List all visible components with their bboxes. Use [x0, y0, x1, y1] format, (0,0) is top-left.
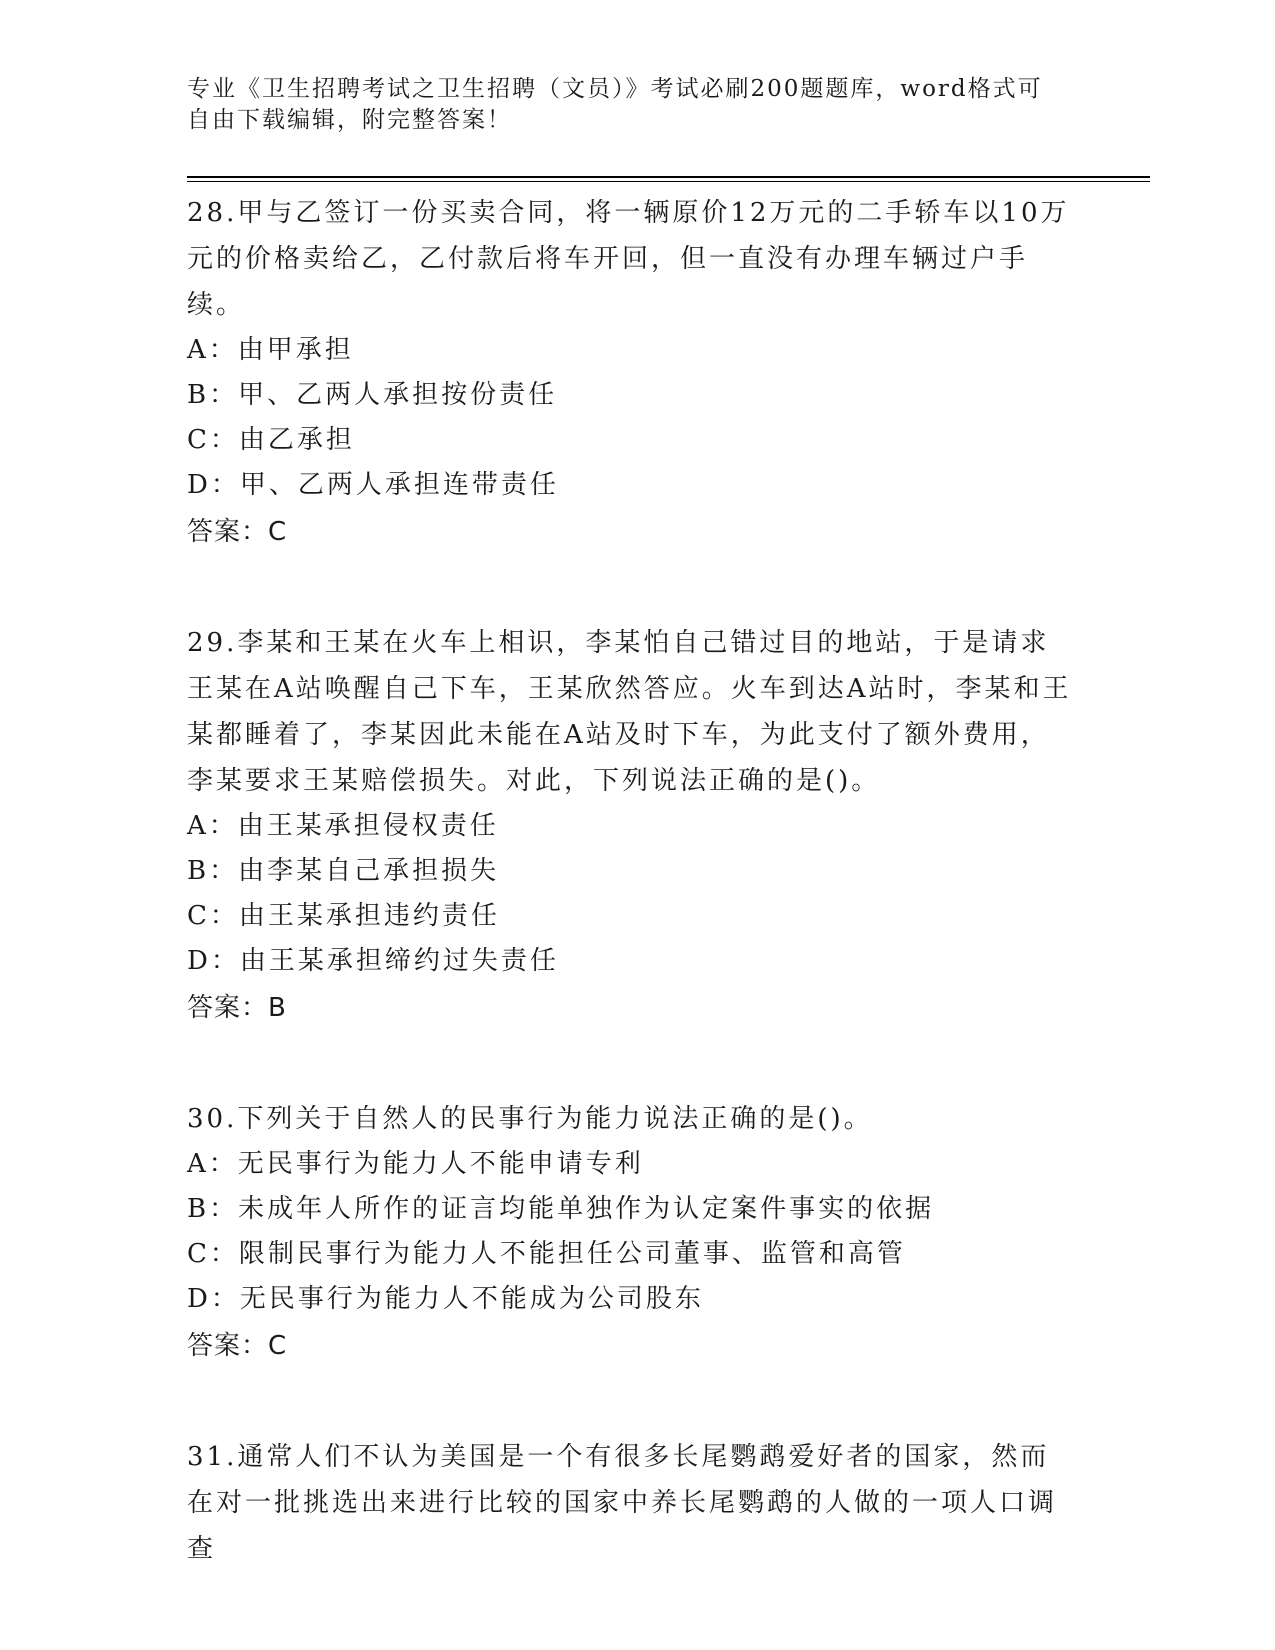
option-c: C：限制民事行为能力人不能担任公司董事、监管和高管: [187, 1239, 906, 1269]
question-text: 30.下列关于自然人的民事行为能力说法正确的是()。: [187, 1104, 873, 1134]
option-b: B：未成年人所作的证言均能单独作为认定案件事实的依据: [187, 1194, 935, 1224]
question-text: 29.李某和王某在火车上相识，李某怕自己错过目的地站，于是请求王某在A站唤醒自己下车，王某欣然答应。火车到达A站时，李某和王某都睡着了，李某因此未能在A站及时下车，为此支付了额外费用，李某要求王某赔偿损失。对此，下列说法正确的是()。: [187, 628, 1072, 796]
answer-line: 答案：C: [187, 517, 288, 547]
question-text: 28.甲与乙签订一份买卖合同，将一辆原价12万元的二手轿车以10万元的价格卖给乙，乙付款后将车开回，但一直没有办理车辆过户手续。: [187, 198, 1070, 320]
question-30: [187, 1096, 1077, 1370]
option-c: C：由乙承担: [187, 425, 355, 455]
answer-line: 答案：C: [187, 1331, 288, 1361]
question-31: [187, 1434, 1077, 1572]
option-a: A：无民事行为能力人不能申请专利: [187, 1149, 644, 1179]
option-a: A：由甲承担: [187, 335, 354, 365]
option-b: B：甲、乙两人承担按份责任: [187, 380, 558, 410]
question-text: 31.通常人们不认为美国是一个有很多长尾鹦鹉爱好者的国家，然而在对一批挑选出来进行比较的国家中养长尾鹦鹉的人做的一项人口调查: [187, 1442, 1058, 1564]
option-d: D：无民事行为能力人不能成为公司股东: [187, 1284, 704, 1314]
question-list: [187, 190, 1077, 1636]
option-d: D：甲、乙两人承担连带责任: [187, 470, 559, 500]
option-b: B：由李某自己承担损失: [187, 856, 500, 886]
option-a: A：由王某承担侵权责任: [187, 811, 499, 841]
document-header: 专业《卫生招聘考试之卫生招聘（文员）》考试必刷200题题库，word格式可自由下载编辑，附完整答案！: [187, 76, 1043, 133]
option-d: D：由王某承担缔约过失责任: [187, 946, 559, 976]
option-c: C：由王某承担违约责任: [187, 901, 500, 931]
header-divider-thick: [187, 176, 1150, 178]
answer-line: 答案：B: [187, 993, 287, 1023]
question-29: [187, 620, 1077, 1032]
question-28: [187, 190, 1077, 556]
header-divider-thin: [187, 181, 1150, 182]
